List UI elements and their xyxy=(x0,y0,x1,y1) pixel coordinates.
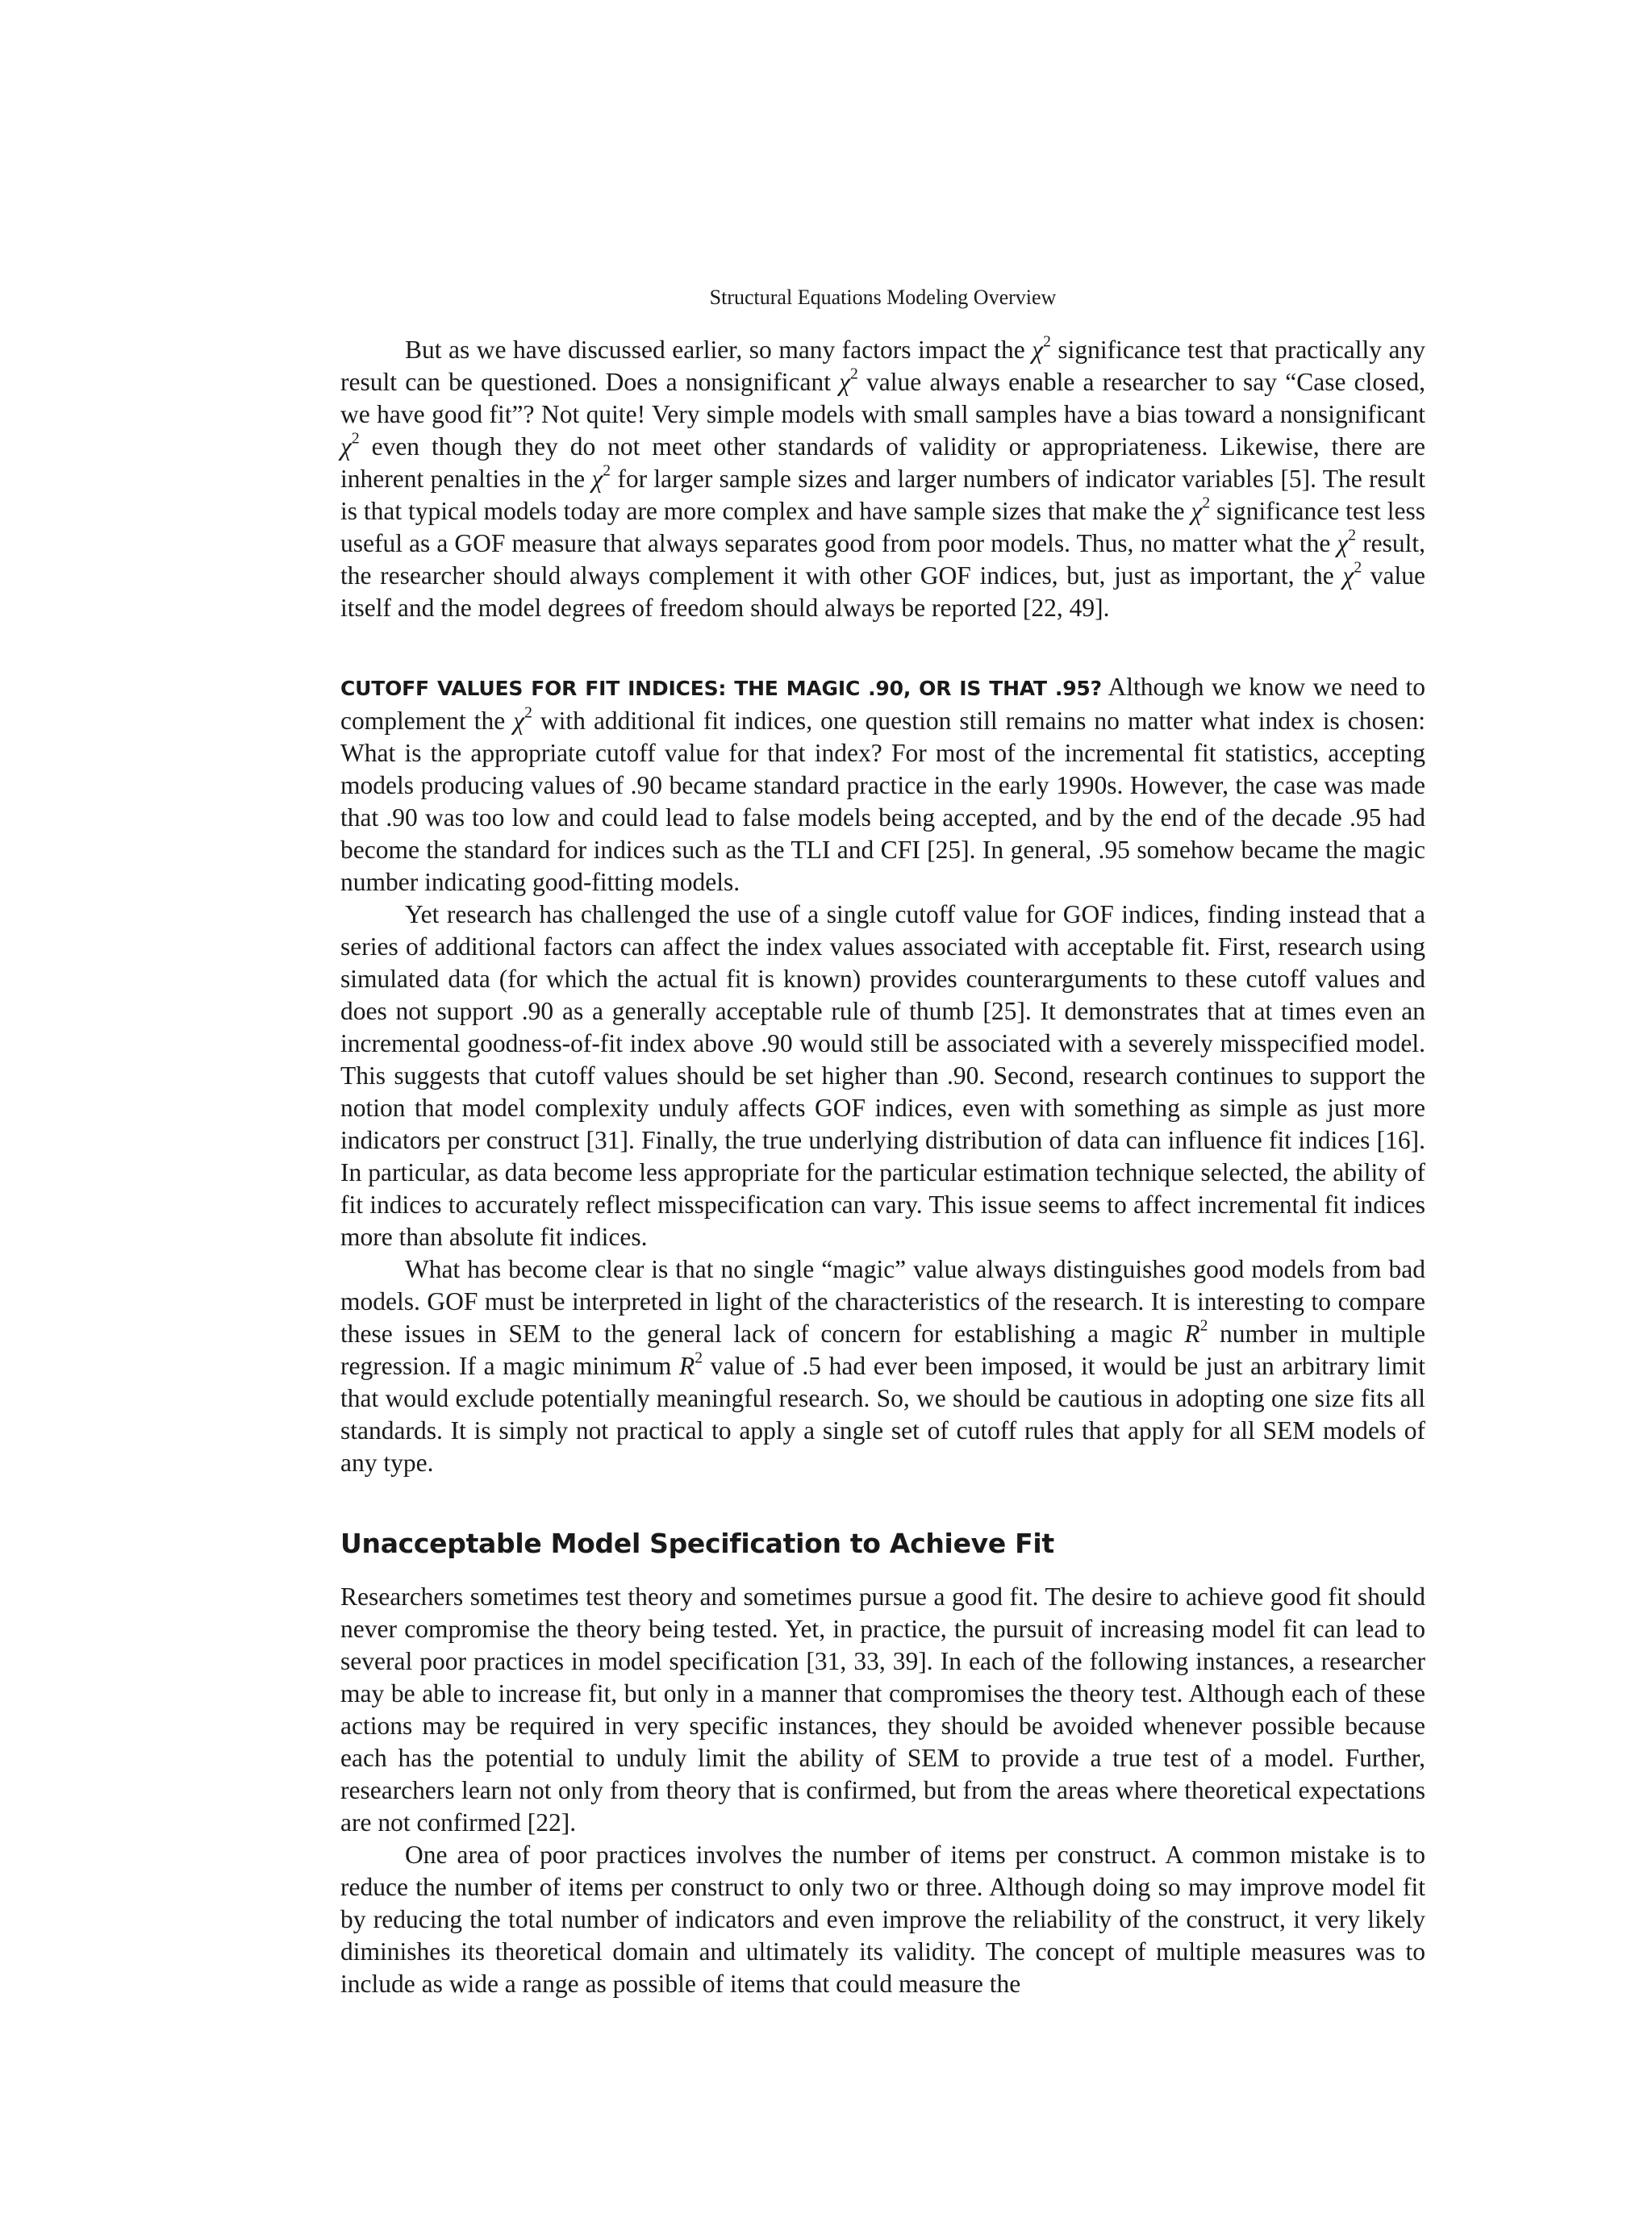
page xyxy=(340,284,1425,2000)
text-run: number in multiple regression. If a magic minimum xyxy=(340,1320,1425,1380)
r-symbol: R xyxy=(1184,1320,1200,1348)
superscript: 2 xyxy=(1199,1317,1208,1335)
chi-symbol: χ xyxy=(1342,561,1354,590)
superscript: 2 xyxy=(603,462,611,480)
paragraph-research-challenges: Yet research has challenged the use of a single cutoff value for GOF indices, finding instead that a series of additional factors can affect the index values associated with acceptable fit. First, research using simulated data (for which the actual fit is known) provides counterarguments to these cutoff values and does not support .90 as a generally acceptable rule of thumb [25]. It demonstrates that at times even an incremental goodness-of-fit index above .90 would still be associated with a severely misspecified model. This suggests that cutoff values should be set higher than .90. Second, research continues to support the notion that model complexity unduly affects GOF indices, even with something as simple as just more indicators per construct [31]. Finally, the true underlying distribution of data can influence fit indices [16]. In particular, as data become less appropriate for the particular estimation technique selected, the ability of fit indices to accurately reflect misspecification can vary. This issue seems to affect incremental fit indices more than absolute fit indices. xyxy=(340,900,1425,1251)
paragraph-chi-square-overview xyxy=(340,334,1425,624)
text-run: significance test less useful as a GOF measure that always separates good from poor models. Thus, no matter what the xyxy=(340,497,1425,557)
chi-symbol: χ xyxy=(1191,497,1203,525)
chi-symbol: χ xyxy=(340,432,352,461)
chi-symbol: χ xyxy=(839,368,851,396)
text-run: What has become clear is that no single “magic” value always distinguishes good models from bad models. GOF must be interpreted in light of the characteristics of the research. It is interesting to compare these issues in SEM to the general lack of concern for establishing a magic xyxy=(340,1255,1425,1348)
text-run: for larger sample sizes and larger numbers of indicator variables [5]. The result is that typical models today are more complex and have sample sizes that make the xyxy=(340,465,1426,525)
spacer xyxy=(340,624,1425,671)
superscript: 2 xyxy=(695,1349,703,1367)
text-run: value always enable a researcher to say “Case closed, we have good fit”? Not quite! Very simple models with small samples have a bias toward a nonsignificant xyxy=(340,368,1425,428)
superscript: 2 xyxy=(351,430,360,448)
text-run: value of .5 had ever been imposed, it would be just an arbitrary limit that would exclude potentially meaningful research. So, we should be cautious in adopting one size fits all standards. It is simply not practical to apply a single set of cutoff rules that apply for all SEM models of any type. xyxy=(340,1352,1425,1477)
chi-symbol: χ xyxy=(1032,336,1044,364)
text-run: Although we know we need to complement the xyxy=(340,673,1426,735)
superscript: 2 xyxy=(1202,494,1211,512)
superscript: 2 xyxy=(850,365,858,383)
superscript: 2 xyxy=(1354,559,1362,577)
superscript: 2 xyxy=(524,704,532,722)
chi-symbol: χ xyxy=(513,707,525,735)
superscript: 2 xyxy=(1348,527,1357,544)
spacer xyxy=(340,1479,1425,1526)
chi-symbol: χ xyxy=(591,465,603,493)
running-header: Structural Equations Modeling Overview xyxy=(709,286,1057,309)
text-run: with additional fit indices, one question still remains no matter what index is chosen: What is the appropriate cutoff value for that index? For most of the incremental fit statistics, accepting models producing values of .90 became standard practice in the early 1990s. However, the case was made that .90 was too low and could lead to false models being accepted, and by the end of the decade .95 had become the standard for indices such as the TLI and CFI [25]. In general, .95 somehow became the magic number indicating good-fitting models. xyxy=(340,707,1425,896)
text-run: even though they do not meet other standards of validity or appropriateness. Likewise, there are inherent penalties in the xyxy=(340,432,1425,493)
chi-symbol: χ xyxy=(1337,529,1349,557)
text-run: value itself and the model degrees of freedom should always be reported [22, 49]. xyxy=(340,561,1425,622)
paragraph-cutoff-values xyxy=(340,671,1425,899)
text-run: result, the researcher should always complement it with other GOF indices, but, just as important, the xyxy=(340,529,1425,590)
paragraph-magic-value xyxy=(340,1253,1425,1479)
text-run: But as we have discussed earlier, so many factors impact the xyxy=(405,336,1032,364)
runin-heading: CUTOFF VALUES FOR FIT INDICES: THE MAGIC .90, OR IS THAT .95? xyxy=(340,677,1102,700)
superscript: 2 xyxy=(1043,333,1051,351)
section-heading: Unacceptable Model Specification to Achieve Fit xyxy=(340,1528,1054,1559)
paragraph-items-per-construct: One area of poor practices involves the number of items per construct. A common mistake is to reduce the number of items per construct to only two or three. Although doing so may improve model fit by reducing the total number of indicators and even improve the reliability of the construct, it very likely diminishes its theoretical domain and ultimately its validity. The concept of multiple measures was to include as wide a range as possible of items that could measure the xyxy=(340,1841,1425,1998)
text-run: significance test that practically any result can be questioned. Does a nonsignificant xyxy=(340,336,1425,396)
paragraph-model-specification: Researchers sometimes test theory and sometimes pursue a good fit. The desire to achieve good fit should never compromise the theory being tested. Yet, in practice, the pursuit of increasing model fit can lead to several poor practices in model specification [31, 33, 39]. In each of the following instances, a researcher may be able to increase fit, but only in a manner that compromises the theory test. Although each of these actions may be required in very specific instances, they should be avoided whenever possible because each has the potential to unduly limit the ability of SEM to provide a true test of a model. Further, researchers learn not only from theory that is confirmed, but from the areas where theoretical expectations are not confirmed [22]. xyxy=(340,1582,1425,1837)
r-symbol: R xyxy=(678,1352,695,1380)
